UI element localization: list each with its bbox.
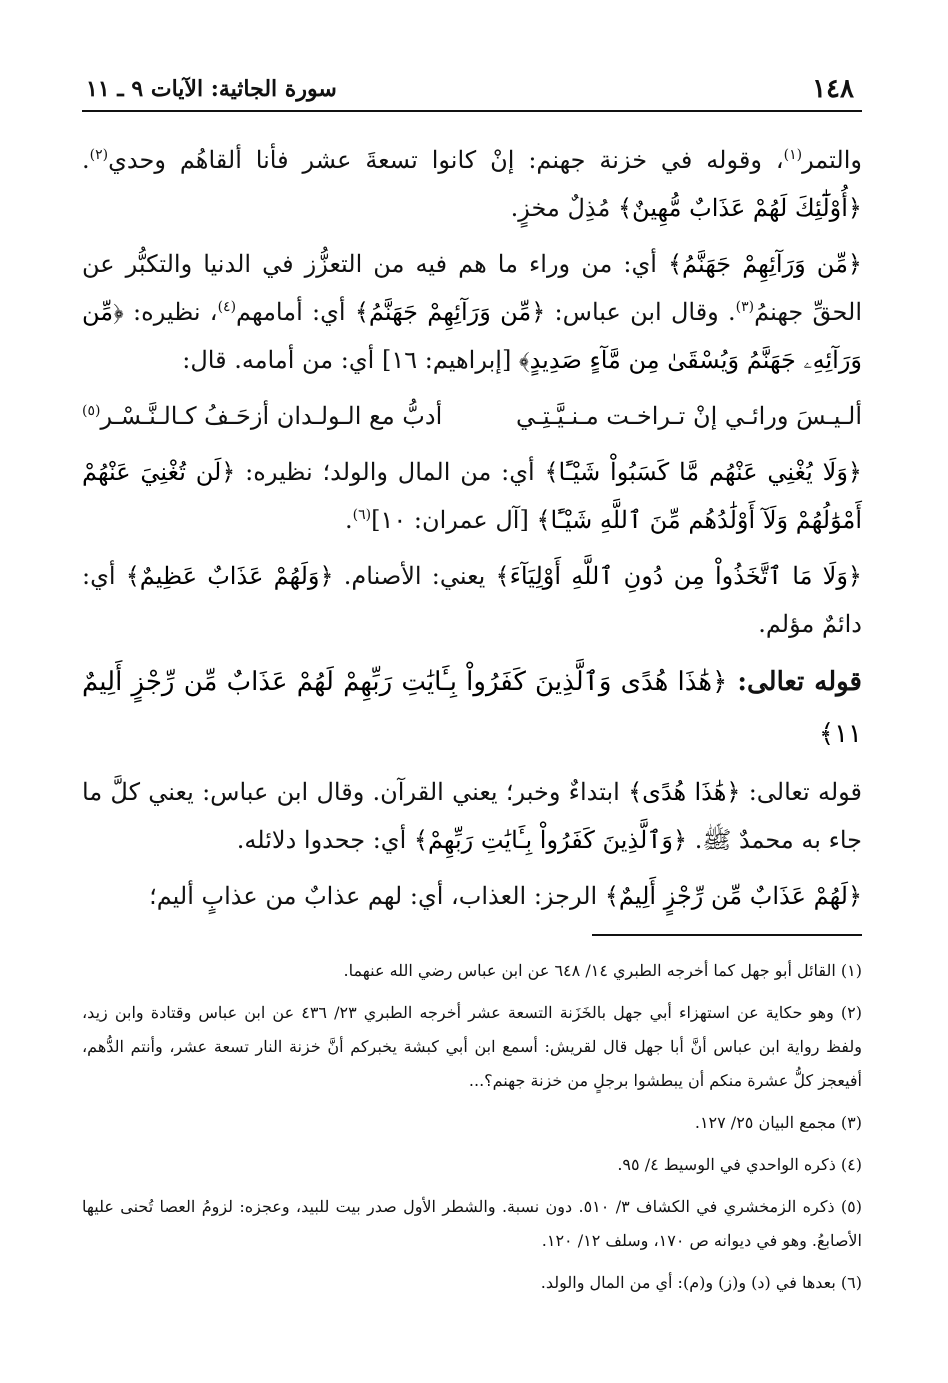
paragraph-1 (82, 136, 862, 232)
text: أي: أمامهم (236, 298, 355, 326)
text: أدبُّ مع الـولـدان أزحَـفُ كـالـنَّـسْـر (100, 402, 443, 430)
text: أي: من المال والولد؛ نظيره: (235, 458, 545, 486)
section-heading (82, 656, 862, 760)
footnote-6: (٦) بعدها في (د) و(ز) و(م): أي من المال والولد. (540, 1273, 862, 1292)
text: . (345, 506, 353, 534)
poem-hemistich-second (82, 392, 442, 440)
footnote-ref: (٥) (82, 403, 101, 419)
text: أي: من وراء ما هم فيه من التعزُّز في الدنيا والتكبُّر عن الحقِّ جهنمُ (82, 250, 863, 326)
text: والتمر (802, 146, 862, 174)
text: ، نظيره: (123, 298, 218, 326)
page-header (82, 70, 862, 112)
page (82, 70, 862, 1360)
footnote-2: (٢) وهو حكاية عن استهزاء أبي جهل بالخَزَنة التسعة عشر أخرجه الطبري ٢٣/ ٤٣٦ عن ابن عباس وقتادة وابن زيد، ولفظ رواية ابن عباس أنَّ أبا جهل قال لقريش: أسمع ابن أبي كبشة يخبركم أنَّ خزنة النار تسعة عشر، وأنتم الدُّهم، أفيعجز كلُّ عشرة منكم أن يبطشوا برجلٍ من خزنة جهنم؟... (82, 1003, 863, 1090)
heading-label: قوله تعالى: (727, 667, 862, 697)
page-number: ١٤٨ (812, 74, 854, 104)
footnote-ref: (٤) (217, 299, 237, 315)
footnote-ref: (١) (783, 147, 803, 163)
text: [آل عمران: ١٠] (371, 506, 537, 534)
text: قوله تعالى: (740, 778, 863, 806)
quran-verse: ﴿لَن تُغْنِيَ عَنْهُمْ أَمْوَٰلُهُمْ وَلَآ أَوْلَٰدُهُم مِّنَ ٱللَّهِ شَيْـًٔا﴾ (82, 458, 862, 534)
text: [إبراهيم: ١٦] أي: من أمامه. قال: (182, 346, 519, 374)
quran-verse: ﴿مِّن وَرَآئِهِمْ جَهَنَّمُ﴾ (354, 298, 546, 326)
paragraph-6 (82, 872, 862, 920)
footnote-ref: (٢) (89, 147, 109, 163)
footnote-5: (٥) ذكره الزمخشري في الكشاف ٣/ ٥١٠. دون نسبة. والشطر الأول صدر بيت للبيد، وعجزه: لزومُ العصا تُحنى عليها الأصابعُ. وهو في ديوانه ص ١٧٠، وسلف ١٢/ ١٢٠. (82, 1197, 863, 1250)
text: يعني: الأصنام. (333, 562, 496, 590)
footnotes (82, 954, 862, 1300)
quran-verse: ﴿وَلَهُمْ عَذَابٌ عَظِيمٌ﴾ (125, 562, 334, 590)
quran-verse: ﴿هَٰذَا هُدًى﴾ (628, 778, 741, 806)
paragraph-2 (82, 240, 862, 384)
footnote-ref: (٦) (352, 507, 372, 523)
text: أي: دائمٌ مؤلم. (82, 562, 862, 638)
quran-verse: ﴿وَلَا مَا ٱتَّخَذُواْ مِن دُونِ ٱللَّهِ أَوْلِيَآءَ﴾ (495, 562, 862, 590)
text: . (82, 146, 90, 174)
text: ، وقوله في خزنة جهنم: إنْ كانوا تسعةَ عشر فأنا ألقاهُم وحدي (108, 146, 784, 174)
text: . وقال ابن عباس: (545, 298, 736, 326)
paragraph-4 (82, 552, 862, 648)
text: مُذِلٌ مخزٍ. (510, 194, 618, 222)
footnote-ref: (٣) (735, 299, 755, 315)
quran-verse: ﴿مِّن وَرَآئِهِمْ جَهَنَّمُ﴾ (667, 250, 862, 278)
running-title: سورة الجاثية: الآيات ٩ ـ ١١ (86, 76, 337, 102)
footnote-4: (٤) ذكره الواحدي في الوسيط ٤/ ٩٥. (617, 1155, 862, 1174)
footnote-divider (592, 934, 862, 936)
footnote-3: (٣) مجمع البيان ٢٥/ ١٢٧. (694, 1113, 862, 1132)
text: أي: جحدوا دلائله. (236, 826, 414, 854)
paragraph-3 (82, 448, 862, 544)
paragraph-5 (82, 768, 862, 864)
quran-verse: ﴿أُوْلَٰٓئِكَ لَهُمْ عَذَابٌ مُّهِينٌ﴾ (617, 194, 862, 222)
poem-verse (82, 392, 862, 440)
quran-verse: ﴿لَهُمْ عَذَابٌ مِّن رِّجْزٍ أَلِيمٌ﴾ (604, 882, 862, 910)
quran-verse: ﴿وَلَا يُغْنِي عَنْهُم مَّا كَسَبُواْ شَيْـًٔا﴾ (544, 458, 862, 486)
text: ابتداءٌ وخبر؛ يعني القرآن. وقال ابن عباس: يعني كلَّ ما جاء به محمدٌ ﷺ. (82, 778, 862, 854)
main-text (82, 136, 862, 920)
poem-hemistich-first: ألـيـسَ ورائـي إنْ تـراخـت مـنـيَّـتِـي (515, 402, 862, 430)
quran-verse: ﴿وَٱلَّذِينَ كَفَرُواْ بِـَٔايَٰتِ رَبِّهِمْ﴾ (413, 826, 688, 854)
quran-verse: ﴿مِّن وَرَآئِهِۦ جَهَنَّمُ وَيُسْقَىٰ مِن مَّآءٍ صَدِيدٍ﴾ (82, 298, 862, 374)
text: الرجز: العذاب، أي: لهم عذابٌ من عذابٍ أليم؛ (149, 882, 605, 910)
quran-verse: ﴿هَٰذَا هُدًى وَٱلَّذِينَ كَفَرُواْ بِـَٔايَٰتِ رَبِّهِمْ لَهُمْ عَذَابٌ مِّن رِّجْزٍ أَلِيمٌ ١١﴾ (82, 667, 862, 749)
footnote-1: (١) القائل أبو جهل كما أخرجه الطبري ١٤/ ٦٤٨ عن ابن عباس رضي الله عنهما. (343, 961, 862, 980)
